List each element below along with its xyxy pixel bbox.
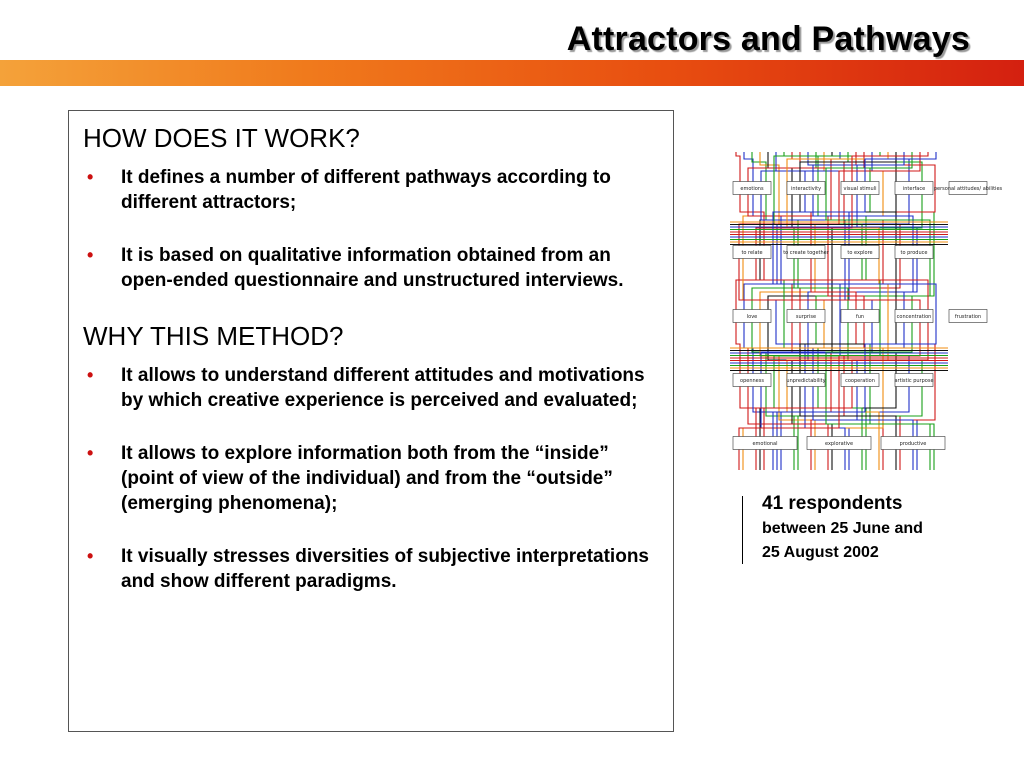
diagram-node-label: to relate bbox=[741, 249, 763, 256]
diagram-node-label: frustration bbox=[954, 313, 982, 320]
diagram-node-label: fun bbox=[855, 313, 865, 320]
diagram-node-label: unpredictability bbox=[786, 377, 826, 384]
diagram-node-label: explorative bbox=[824, 440, 854, 447]
bullet-icon: • bbox=[87, 546, 94, 566]
caption bbox=[762, 492, 1002, 565]
diagram-node-label: openness bbox=[740, 377, 764, 384]
diagram-node-label: artistic purpose bbox=[894, 377, 934, 384]
caption-respondents: 41 respondents bbox=[762, 493, 903, 514]
diagram-node-label: concentration bbox=[896, 313, 932, 320]
diagram-node-label: personal attitudes/ abilities bbox=[933, 185, 1003, 192]
bullet-item bbox=[83, 544, 659, 594]
bullet-item bbox=[83, 363, 659, 413]
bullet-text: It visually stresses diversities of subjective interpretations and show different paradigms. bbox=[121, 546, 649, 592]
bullet-list-why bbox=[83, 363, 659, 594]
diagram-node-label: emotions bbox=[740, 185, 764, 192]
slide-title: Attractors and Pathways bbox=[566, 20, 970, 58]
diagram-node-label: love bbox=[746, 313, 758, 320]
section-heading-why: WHY THIS METHOD? bbox=[83, 321, 344, 351]
bullet-item bbox=[83, 441, 659, 516]
bullet-text: It allows to understand different attitudes and motivations by which creative experience is perceived and evaluated; bbox=[121, 365, 645, 411]
bullet-item bbox=[83, 165, 659, 215]
bullet-text: It allows to explore information both from the “inside” (point of view of the individual) and from the “outside” (emerging phenomena); bbox=[121, 443, 613, 514]
bullet-text: It defines a number of different pathways according to different attractors; bbox=[121, 167, 611, 213]
diagram-node-label: productive bbox=[899, 440, 927, 447]
caption-date-range: between 25 June and bbox=[762, 520, 923, 537]
caption-divider bbox=[742, 496, 743, 564]
bullet-icon: • bbox=[87, 245, 94, 265]
diagram-node-label: to produce bbox=[900, 249, 928, 256]
diagram-node-label: to explore bbox=[847, 249, 873, 256]
diagram-node-label: emotional bbox=[752, 440, 778, 447]
bullet-icon: • bbox=[87, 365, 94, 385]
diagram-node-label: visual stimuli bbox=[843, 185, 877, 192]
pathways-diagram-svg bbox=[730, 152, 1003, 470]
bullet-item bbox=[83, 243, 659, 293]
bullet-icon: • bbox=[87, 167, 94, 187]
diagram-node-label: interactivity bbox=[790, 185, 822, 192]
diagram-node-label: to create together bbox=[783, 249, 829, 256]
diagram-node-label: surprise bbox=[795, 313, 817, 320]
content-box bbox=[68, 110, 674, 732]
diagram-node-label: interface bbox=[902, 185, 926, 192]
title-accent-bar bbox=[0, 60, 1024, 86]
section-heading-how: HOW DOES IT WORK? bbox=[83, 123, 360, 153]
caption-date-end: 25 August 2002 bbox=[762, 544, 879, 561]
bullet-icon: • bbox=[87, 443, 94, 463]
bullet-text: It is based on qualitative information obtained from an open-ended questionnaire and unstructured interviews. bbox=[121, 245, 624, 291]
diagram-node-label: cooperation bbox=[845, 377, 875, 384]
bullet-list-how bbox=[83, 165, 659, 293]
pathways-diagram bbox=[730, 152, 1003, 470]
